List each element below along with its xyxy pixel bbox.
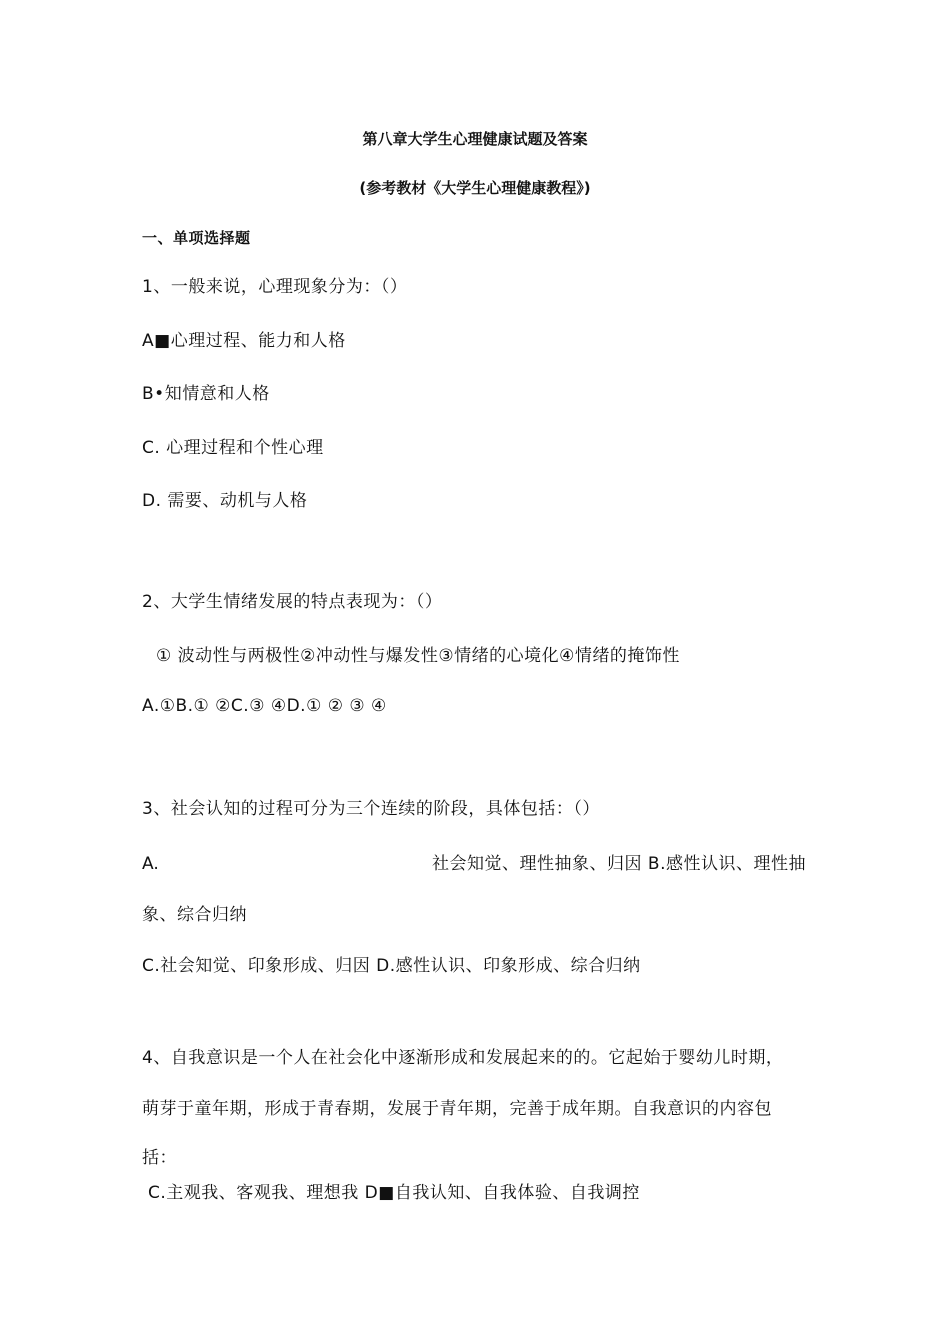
question-3-option-cd: C.社会知觉、印象形成、归因 D.感性认识、印象形成、综合归纳 (142, 956, 641, 976)
section-heading: 一、单项选择题 (142, 229, 251, 247)
question-3-option-a-label: A. (142, 854, 159, 874)
question-4-stem-line-2: 萌芽于童年期，形成于青春期，发展于青年期，完善于成年期。自我意识的内容包 (142, 1099, 772, 1119)
question-2-options: A.①B.① ②C.③ ④D.① ② ③ ④ (142, 696, 387, 716)
question-1-option-b: B•知情意和人格 (142, 384, 270, 404)
question-3-stem: 3、社会认知的过程可分为三个连续的阶段，具体包括：（） (142, 799, 600, 819)
question-4-option-cd: C.主观我、客观我、理想我 D■自我认知、自我体验、自我调控 (148, 1183, 640, 1203)
question-4-stem-line-1: 4、自我意识是一个人在社会化中逐渐形成和发展起来的的。它起始于婴幼儿时期， (142, 1048, 784, 1068)
question-1-option-a: A■心理过程、能力和人格 (142, 331, 346, 351)
question-1-stem: 1、一般来说，心理现象分为：（） (142, 277, 408, 297)
question-2-stem: 2、大学生情绪发展的特点表现为：（） (142, 592, 443, 612)
question-1-option-d: D. 需要、动机与人格 (142, 491, 308, 511)
question-1-option-c: C. 心理过程和个性心理 (142, 438, 324, 458)
document-title: 第八章大学生心理健康试题及答案 (362, 130, 588, 148)
question-3-option-ab-text: 社会知觉、理性抽象、归因 B.感性认识、理性抽 (432, 854, 806, 874)
question-3-option-b-continued: 象、综合归纳 (142, 905, 247, 925)
document-subtitle: (参考教材《大学生心理健康教程》) (359, 179, 591, 197)
question-2-items: ① 波动性与两极性②冲动性与爆发性③情绪的心境化④情绪的掩饰性 (156, 646, 680, 666)
question-4-stem-line-3: 括： (142, 1148, 177, 1168)
